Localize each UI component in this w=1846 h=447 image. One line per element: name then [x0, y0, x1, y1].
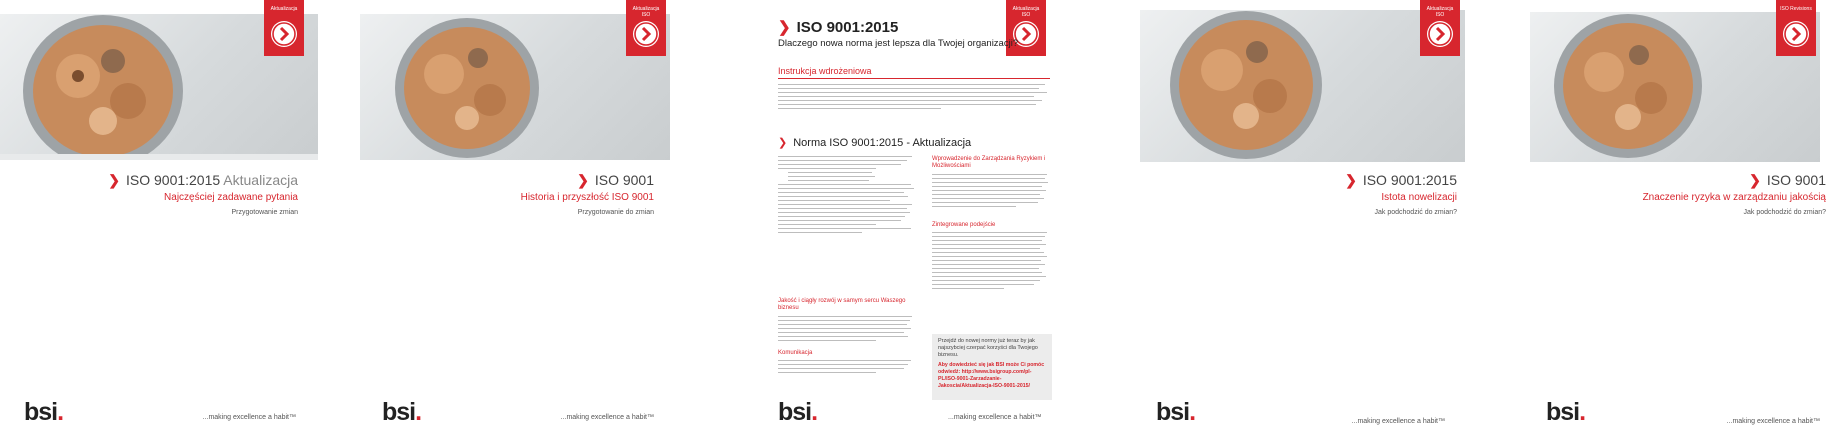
- chevron-right-icon: ❯: [577, 172, 589, 188]
- bsi-logo: bsi.: [382, 398, 422, 426]
- page-title: ❯ ISO 9001: [1749, 172, 1826, 188]
- page-subtitle: Najczęściej zadawane pytania: [164, 192, 298, 203]
- tab-label: Aktualizacja ISO: [1012, 6, 1040, 18]
- brochure-page-1: [0, 0, 318, 447]
- watch-movement-image: [8, 14, 198, 160]
- next-arrow-icon[interactable]: [633, 21, 659, 47]
- chevron-right-icon: ❯: [108, 172, 120, 188]
- page-tagline: Przygotowanie zmian: [231, 209, 298, 216]
- section-title: Instrukcja wdrożeniowa: [778, 66, 1050, 79]
- watch-movement-image: [1156, 10, 1336, 162]
- intro-paragraph: [778, 84, 1050, 112]
- title-block: [1643, 172, 1826, 216]
- right-column-text-2: [932, 232, 1052, 292]
- watch-hero-image: [360, 14, 670, 160]
- next-arrow-icon[interactable]: [1427, 21, 1453, 47]
- left-column-text: [778, 156, 918, 236]
- aktualizacja-iso-tab[interactable]: [626, 0, 666, 56]
- chevron-right-icon: ❯: [1749, 172, 1761, 188]
- left-column-text-3: [778, 360, 918, 376]
- bsi-logo: bsi.: [778, 398, 818, 426]
- page-subtitle: Znaczenie ryzyka w zarządzaniu jakością: [1642, 192, 1826, 203]
- bsi-logo: bsi.: [1156, 398, 1196, 426]
- tab-label: Aktualizacja ISO: [1426, 6, 1454, 18]
- right-column-text: [932, 174, 1052, 210]
- column-heading-quality: Jakość i ciągły rozwój w samym sercu Waszego biznesu: [778, 298, 906, 311]
- slogan: ...making excellence a habit™: [560, 414, 654, 421]
- chevron-right-icon: ❯: [1345, 172, 1357, 188]
- brochure-page-5: [1530, 0, 1846, 447]
- title-block: [521, 172, 654, 216]
- iso-revisions-tab[interactable]: [1776, 0, 1816, 56]
- cta-box: [932, 334, 1052, 400]
- section2-heading: ❯ Norma ISO 9001:2015 - Aktualizacja: [778, 137, 972, 149]
- page-title: ❯ ISO 9001: [577, 172, 654, 188]
- page-tagline: Przygotowanie do zmian: [577, 209, 654, 216]
- brochure-page-2: [360, 0, 680, 447]
- slogan: ...making excellence a habit™: [1351, 418, 1445, 425]
- page-title: ❯ ISO 9001:2015 Aktualizacja: [108, 172, 298, 188]
- slogan: ...making excellence a habit™: [948, 414, 1042, 421]
- document-heading: ❯ ISO 9001:2015: [778, 19, 899, 36]
- cta-text: Przejdź do nowej normy już teraz by jak najszybciej czerpać korzyści dla Twojego biznesu.: [938, 338, 1038, 358]
- column-heading-risk: Wprowadzenie do Zarządzania Ryzykiem i Możliwościami: [932, 156, 1046, 169]
- watch-movement-image: [1540, 12, 1715, 162]
- page-tagline: Jak podchodzić do zmian?: [1743, 209, 1826, 216]
- cta-link[interactable]: Aby dowiedzieć się jak BSI może Ci pomóc odwiedź: http://www.bsigroup.com/pl-PL/ISO-9001-Zarzadzanie-Jakoscia/Aktualizacja-ISO-9001-2015/: [938, 362, 1045, 389]
- left-column-text-2: [778, 316, 918, 344]
- title-block: [108, 172, 298, 216]
- next-arrow-icon[interactable]: [1783, 21, 1809, 47]
- bsi-logo: bsi.: [1546, 398, 1586, 426]
- page-tagline: Jak podchodzić do zmian?: [1374, 209, 1457, 216]
- page-title: ❯ ISO 9001:2015: [1345, 172, 1457, 188]
- tab-label: Aktualizacja ISO: [632, 6, 660, 18]
- document-subheading: Dlaczego nowa norma jest lepsza dla Twojej organizacji?: [778, 38, 1019, 49]
- aktualizacja-tab[interactable]: [264, 0, 304, 56]
- chevron-right-icon: ❯: [778, 19, 791, 36]
- brochure-page-4: [1140, 0, 1465, 447]
- aktualizacja-iso-tab[interactable]: [1420, 0, 1460, 56]
- next-arrow-icon[interactable]: [271, 21, 297, 47]
- slogan: ...making excellence a habit™: [1726, 418, 1820, 425]
- watch-hero-image: [1140, 10, 1465, 162]
- page-subtitle: Historia i przyszłość ISO 9001: [520, 192, 654, 203]
- watch-movement-image: [382, 14, 552, 160]
- page-subtitle: Istota nowelizacji: [1381, 192, 1457, 203]
- brochure-document-page: [750, 0, 1070, 447]
- tab-label: Aktualizacja: [270, 6, 298, 12]
- tab-label: ISO Revisions: [1780, 6, 1812, 12]
- chevron-right-icon: ❯: [778, 137, 788, 149]
- title-block: [1345, 172, 1457, 216]
- column-heading-communication: Komunikacja: [778, 350, 813, 356]
- bsi-logo: bsi.: [24, 398, 64, 426]
- column-heading-integrated: Zintegrowane podejście: [932, 222, 996, 228]
- slogan: ...making excellence a habit™: [202, 414, 296, 421]
